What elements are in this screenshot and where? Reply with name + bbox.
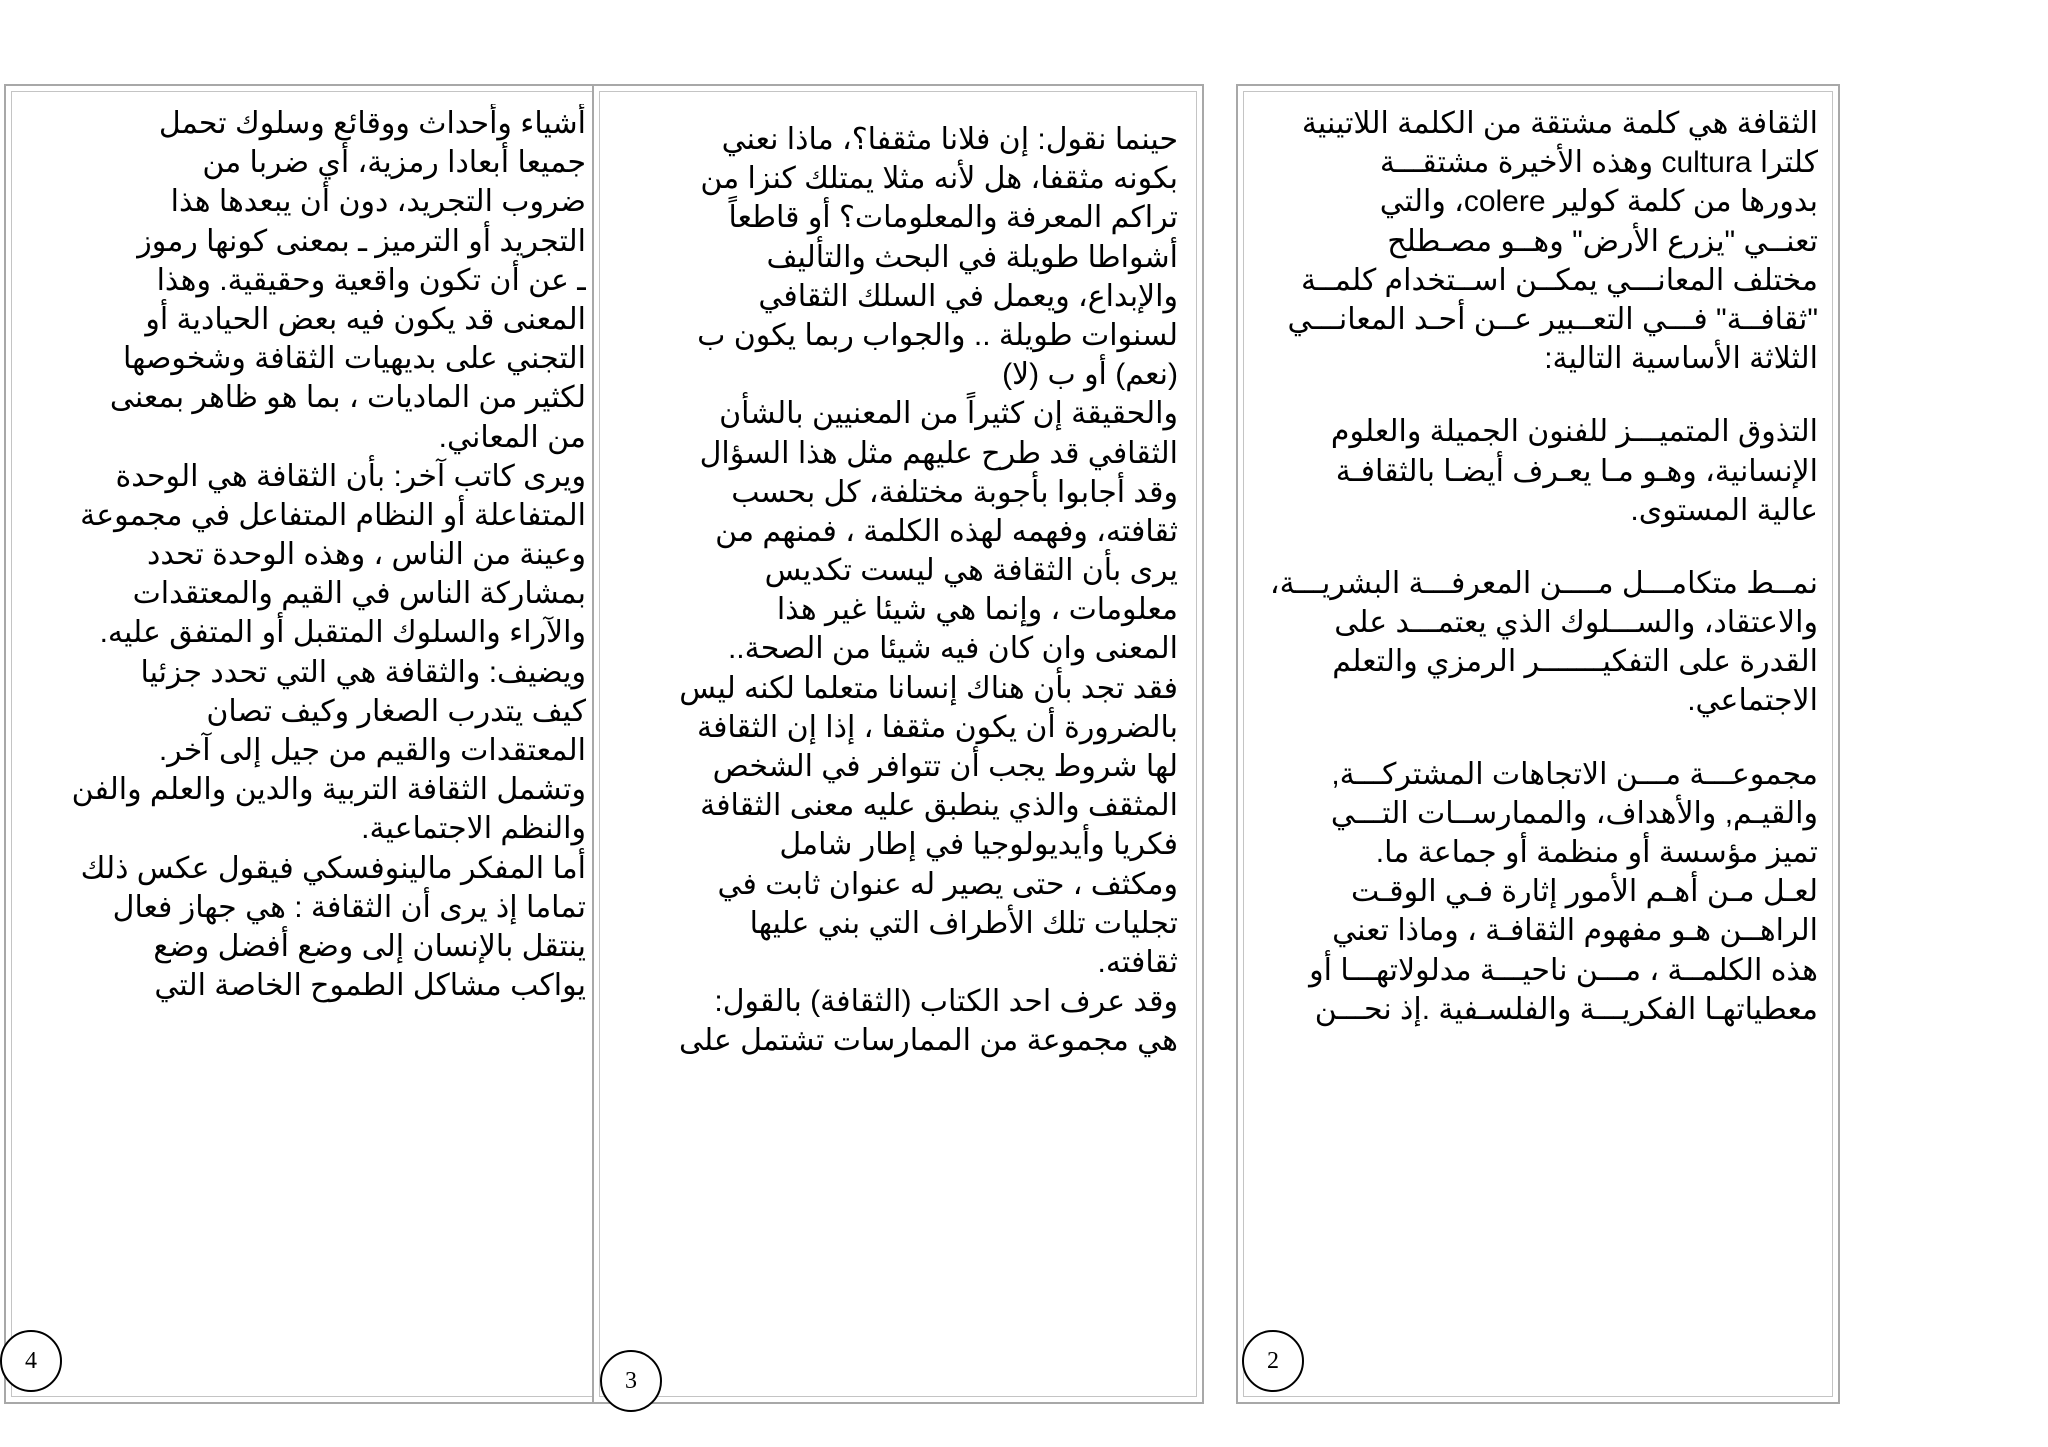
page-3-text-line: لها شروط يجب أن تتوافر في الشخص bbox=[712, 750, 1178, 783]
page-2-paragraph bbox=[1258, 755, 1818, 1029]
page-4-text-line: بمشاركة الناس في القيم والمعتقدات bbox=[132, 577, 586, 611]
page-3-text-line: (نعم) أو ب (لا) bbox=[1002, 358, 1178, 392]
page-3-text-line: الثقافي قد طرح عليهم مثل هذا السؤال bbox=[699, 436, 1178, 470]
page-3-text bbox=[618, 120, 1178, 1061]
page-2-text-line: هذه الكلمــة ، مـــن ناحيـــة مدلولاتهـــا أو bbox=[1309, 953, 1818, 987]
page-4-text-line: جميعا أبعادا رمزية، أي ضربا من bbox=[202, 146, 586, 180]
page-2-text-line: الاجتماعي. bbox=[1687, 684, 1818, 718]
page-4-text-line: ـ عن أن تكون واقعية وحقيقية. وهذا bbox=[156, 263, 586, 297]
page-2-text-line: نمــط متكامـــل مــــن المعرفـــة البشريـــة، bbox=[1269, 566, 1818, 600]
page-4-text-line: والآراء والسلوك المتقبل أو المتفق عليه. bbox=[99, 616, 586, 650]
page-4-text-line: يواكب مشاكل الطموح الخاصة التي bbox=[154, 969, 586, 1003]
page-3-text-line: فقد تجد بأن هناك إنسانا متعلما لكنه ليس bbox=[679, 671, 1178, 705]
page-4-text-line: أما المفكر مالينوفسكي فيقول عكس ذلك bbox=[80, 851, 586, 885]
page-4-text-line: والنظم الاجتماعية. bbox=[361, 812, 586, 846]
page-4-text-line: ويرى كاتب آخر: بأن الثقافة هي الوحدة bbox=[115, 459, 586, 493]
page-3-text-line: هي مجموعة من الممارسات تشتمل على bbox=[678, 1024, 1178, 1058]
page-3-text-line: والحقيقة إن كثيراً من المعنيين بالشأن bbox=[719, 397, 1178, 431]
page-3-text-line: المعنى وان كان فيه شيئا من الصحة.. bbox=[727, 632, 1178, 666]
page-3-text-line: ثقافته. bbox=[1097, 945, 1178, 979]
page-2-text-line: تعنــي "يزرع الأرض" وهــو مصـطلح bbox=[1387, 224, 1818, 258]
page-2-text-line: عالية المستوى. bbox=[1630, 493, 1818, 527]
paragraph-gap bbox=[1258, 721, 1818, 755]
page-2-text-line: بدورها من كلمة كولير colere، والتي bbox=[1379, 185, 1818, 219]
page-3-text-line: بالضرورة أن يكون مثقفا ، إذا إن الثقافة bbox=[696, 710, 1178, 744]
page-2-text-line: مختلف المعانـــي يمكــن اســتخدام كلمــة bbox=[1301, 263, 1818, 297]
page-4-text-line: ينتقل بالإنسان إلى وضع أفضل وضع bbox=[153, 929, 586, 963]
page-3-text-line: والإبداع، ويعمل في السلك الثقافي bbox=[758, 279, 1178, 313]
page-number-4: 4 bbox=[0, 1330, 62, 1392]
page-3-text-line: ثقافته، وفهمه لهذه الكلمة ، فمنهم من bbox=[715, 514, 1178, 548]
page-2-text-line: الراهــن هـو مفهوم الثقافـة ، وماذا تعني bbox=[1332, 914, 1818, 948]
page-4-text-line: وتشمل الثقافة التربية والدين والعلم والفن bbox=[71, 773, 586, 807]
page-2-text-line: لعـل مـن أهـم الأمور إثارة فـي الوقـت bbox=[1351, 875, 1818, 909]
page-4-text-line: أشياء وأحداث ووقائع وسلوك تحمل bbox=[158, 107, 586, 140]
page-3-text-line: وقد أجابوا بأجوبة مختلفة، كل بحسب bbox=[731, 475, 1178, 509]
page-3-text-line: ومكثف ، حتى يصير له عنوان ثابت في bbox=[717, 867, 1178, 901]
page-2-text-line: والاعتقاد، والســـلوك الذي يعتمـــد على bbox=[1334, 606, 1818, 640]
page-3-text-line: أشواطا طويلة في البحث والتأليف bbox=[766, 240, 1178, 274]
page-3-text-line: معلومات ، وإنما هي شيئا غير هذا bbox=[776, 593, 1178, 627]
page-2-text-line: والقيـم, والأهداف، والممارســات التـــي bbox=[1330, 796, 1818, 830]
page-4-text-line: التجني على بديهيات الثقافة وشخوصها bbox=[122, 342, 586, 376]
page-2-paragraph bbox=[1258, 412, 1818, 530]
page-2-text-line: "ثقافــة" فـــي التعــبير عــن أحـد المعانـــي bbox=[1287, 302, 1818, 336]
page-2-text-line: كلترا cultura وهذه الأخيرة مشتقـــة bbox=[1379, 146, 1818, 180]
page-2-text-line: الإنسانية، وهـو مـا يعـرف أيضـا بالثقافـة bbox=[1335, 454, 1818, 488]
page-3-text-line: وقد عرف احد الكتاب (الثقافة) بالقول: bbox=[714, 985, 1178, 1019]
page-3-text-line: تراكم المعرفة والمعلومات؟ أو قاطعاً bbox=[728, 201, 1178, 235]
page-number-3: 3 bbox=[600, 1350, 662, 1412]
page-2-text-line: القدرة على التفكيـــــــر الرمزي والتعلم bbox=[1332, 645, 1818, 679]
page-2-text-line: التذوق المتميـــز للفنون الجميلة والعلوم bbox=[1330, 415, 1818, 449]
page-4-text-line: المعنى قد يكون فيه بعض الحيادية أو bbox=[145, 302, 586, 336]
page-4-text-line: التجريد أو الترميز ـ بمعنى كونها رموز bbox=[137, 224, 586, 258]
paragraph-gap bbox=[1258, 378, 1818, 412]
page-4-text bbox=[26, 104, 586, 1005]
page-4-text-line: ويضيف: والثقافة هي التي تحدد جزئيا bbox=[140, 655, 586, 689]
page-2-text bbox=[1258, 104, 1818, 1029]
paragraph-gap bbox=[1258, 530, 1818, 564]
page-2-paragraph bbox=[1258, 564, 1818, 721]
page-2-text-line: مجموعـــة مـــن الاتجاهات المشتركـــة, bbox=[1331, 757, 1818, 791]
page-4-text-line: وعينة من الناس ، وهذه الوحدة تحدد bbox=[146, 538, 586, 572]
page-2-text-line: تميز مؤسسة أو منظمة أو جماعة ما. bbox=[1375, 836, 1818, 869]
page-3-text-line: تجليات تلك الأطراف التي بني عليها bbox=[749, 906, 1178, 940]
page-3-text-line: حينما نقول: إن فلانا مثقفا؟، ماذا نعني bbox=[721, 123, 1178, 156]
page-3-text-line: لسنوات طويلة .. والجواب ربما يكون ب bbox=[697, 318, 1178, 352]
page-4-text-line: تماما إذ يرى أن الثقافة : هي جهاز فعال bbox=[112, 890, 586, 924]
page-3-text-line: فكريا وأيديولوجيا في إطار شامل bbox=[779, 828, 1178, 862]
page-2-text-line: الثلاثة الأساسية التالية: bbox=[1544, 342, 1818, 376]
page-4-text-line: من المعاني. bbox=[438, 420, 586, 454]
page-4-text-line: لكثير من الماديات ، بما هو ظاهر بمعنى bbox=[109, 381, 586, 415]
page-2-text-line: الثقافة هي كلمة مشتقة من الكلمة اللاتينية bbox=[1301, 107, 1818, 140]
page-3-text-line: بكونه مثقفا، هل لأنه مثلا يمتلك كنزا من bbox=[700, 162, 1178, 196]
page-2-paragraph bbox=[1258, 104, 1818, 378]
page-4-text-line: ضروب التجريد، دون أن يبعدها هذا bbox=[170, 185, 586, 219]
page-number-2: 2 bbox=[1242, 1330, 1304, 1392]
page-4-text-line: كيف يتدرب الصغار وكيف تصان bbox=[206, 694, 586, 728]
page-3-text-line: المثقف والذي ينطبق عليه معنى الثقافة bbox=[700, 789, 1178, 823]
page-2-text-line: معطياتهـا الفكريـــة والفلسـفية .إذ نحـــن bbox=[1314, 992, 1818, 1026]
page-4-text-line: المعتقدات والقيم من جيل إلى آخر. bbox=[158, 734, 586, 767]
page-3-text-line: يرى بأن الثقافة هي ليست تكديس bbox=[764, 554, 1178, 588]
page-4-text-line: المتفاعلة أو النظام المتفاعل في مجموعة bbox=[80, 498, 586, 532]
